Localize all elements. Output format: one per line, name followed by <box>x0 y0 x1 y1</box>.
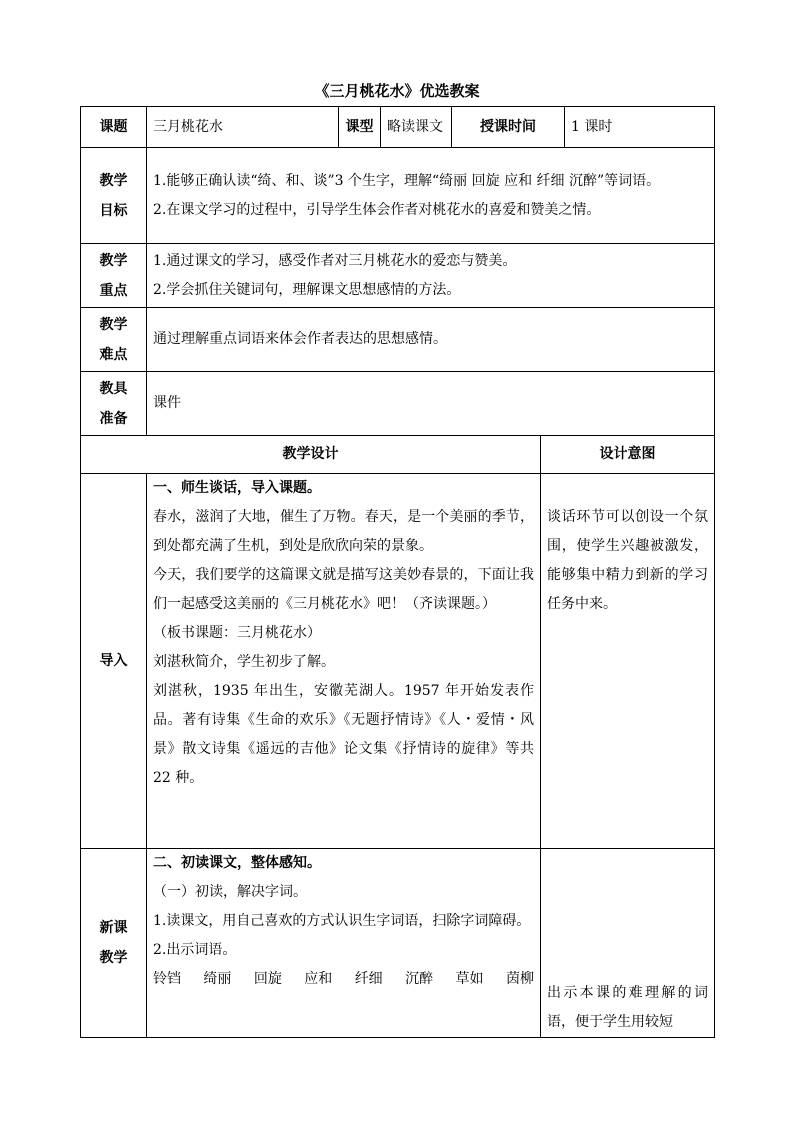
difficulties-label-line1: 教学 <box>99 316 128 333</box>
type-value: 略读课文 <box>381 107 452 148</box>
keypoints-label <box>81 244 147 308</box>
intro-label: 导入 <box>81 474 147 849</box>
intro-content <box>147 474 541 849</box>
word-item: 应和 <box>304 971 333 987</box>
keypoints-content <box>147 244 715 308</box>
word-list <box>153 965 534 994</box>
tools-label-line2: 准备 <box>99 410 128 427</box>
lesson-plan-table <box>80 106 715 1038</box>
difficulties-label <box>81 308 147 372</box>
new-lesson-content <box>147 849 541 1038</box>
new-lesson-paragraph-1: （一）初读，解决字词。 <box>153 884 307 900</box>
type-label: 课型 <box>339 107 381 148</box>
new-lesson-label <box>81 849 147 1038</box>
tools-row <box>81 372 715 436</box>
new-lesson-label-line1: 新课 <box>99 920 128 936</box>
intro-heading: 一、师生谈话，导入课题。 <box>153 480 321 496</box>
goals-content <box>147 148 715 244</box>
word-item: 草如 <box>455 971 484 987</box>
keypoints-line-2: 2.学会抓住关键词句，理解课文思想感情的方法。 <box>153 281 461 298</box>
word-item: 绮丽 <box>203 971 232 987</box>
intro-paragraph-1: 春水，滋润了大地，催生了万物。春天，是一个美丽的季节，到处都充满了生机，到处是欣欣向荣的景象。 <box>153 509 534 554</box>
intent-header: 设计意图 <box>541 436 715 474</box>
design-header-row <box>81 436 715 474</box>
time-value: 1 课时 <box>565 107 715 148</box>
new-lesson-paragraph-2: 1.读课文，用自己喜欢的方式认识生字词语，扫除字词障碍。 <box>153 913 531 929</box>
intro-intent <box>541 474 715 849</box>
intro-paragraph-3: （板书课题：三月桃花水） <box>153 625 321 641</box>
new-lesson-paragraph-3: 2.出示词语。 <box>153 942 237 958</box>
goals-label-line1: 教学 <box>99 172 128 189</box>
intro-paragraph-4: 刘湛秋简介，学生初步了解。 <box>153 654 335 670</box>
design-header: 教学设计 <box>81 436 541 474</box>
goals-label-line2: 目标 <box>99 202 128 219</box>
new-lesson-label-line2: 教学 <box>99 950 128 966</box>
new-lesson-row <box>81 849 715 1038</box>
goals-line-2: 2.在课文学习的过程中，引导学生体会作者对桃花水的喜爱和赞美之情。 <box>153 201 601 218</box>
tools-label-line1: 教具 <box>99 380 128 397</box>
difficulties-row <box>81 308 715 372</box>
keypoints-label-line1: 教学 <box>99 252 128 269</box>
intro-paragraph-5: 刘湛秋，1935 年出生，安徽芜湖人。1957 年开始发表作品。著有诗集《生命的欢乐》《无题抒情诗》《人・爱情・风景》散文诗集《遥远的吉他》论文集《抒情诗的旋律》等共 22 种。 <box>153 683 534 786</box>
new-lesson-heading: 二、初读课文，整体感知。 <box>153 855 321 871</box>
document-title: 《三月桃花水》优选教案 <box>314 82 480 100</box>
new-lesson-intent-text: 出示本课的难理解的词语，便于学生用较短 <box>547 985 708 1030</box>
tools-label <box>81 372 147 436</box>
intro-paragraph-2: 今天，我们要学的这篇课文就是描写这美妙春景的，下面让我们一起感受这美丽的《三月桃花水》吧！（齐读课题。） <box>153 567 534 612</box>
word-item: 茵柳 <box>505 971 534 987</box>
keypoints-label-line2: 重点 <box>99 282 128 299</box>
tools-content: 课件 <box>147 372 715 436</box>
topic-value: 三月桃花水 <box>147 107 339 148</box>
new-lesson-intent <box>541 849 715 1038</box>
difficulties-content: 通过理解重点词语来体会作者表达的思想感情。 <box>147 308 715 372</box>
goals-line-1: 1.能够正确认读“绮、和、谈”3 个生字，理解“绮丽 回旋 应和 纤细 沉醉”等词语。 <box>153 172 661 189</box>
word-item: 沉醉 <box>405 971 434 987</box>
word-item: 纤细 <box>354 971 383 987</box>
intro-intent-text: 谈话环节可以创设一个氛围，使学生兴趣被激发，能够集中精力到新的学习任务中来。 <box>547 509 708 612</box>
goals-row <box>81 148 715 244</box>
time-label: 授课时间 <box>452 107 565 148</box>
goals-label <box>81 148 147 244</box>
difficulties-label-line2: 难点 <box>99 346 128 363</box>
word-item: 回旋 <box>253 971 282 987</box>
info-row <box>81 107 715 148</box>
keypoints-line-1: 1.通过课文的学习，感受作者对三月桃花水的爱恋与赞美。 <box>153 252 517 269</box>
topic-label: 课题 <box>81 107 147 148</box>
intro-row <box>81 474 715 849</box>
keypoints-row <box>81 244 715 308</box>
word-item: 铃铛 <box>153 971 181 987</box>
